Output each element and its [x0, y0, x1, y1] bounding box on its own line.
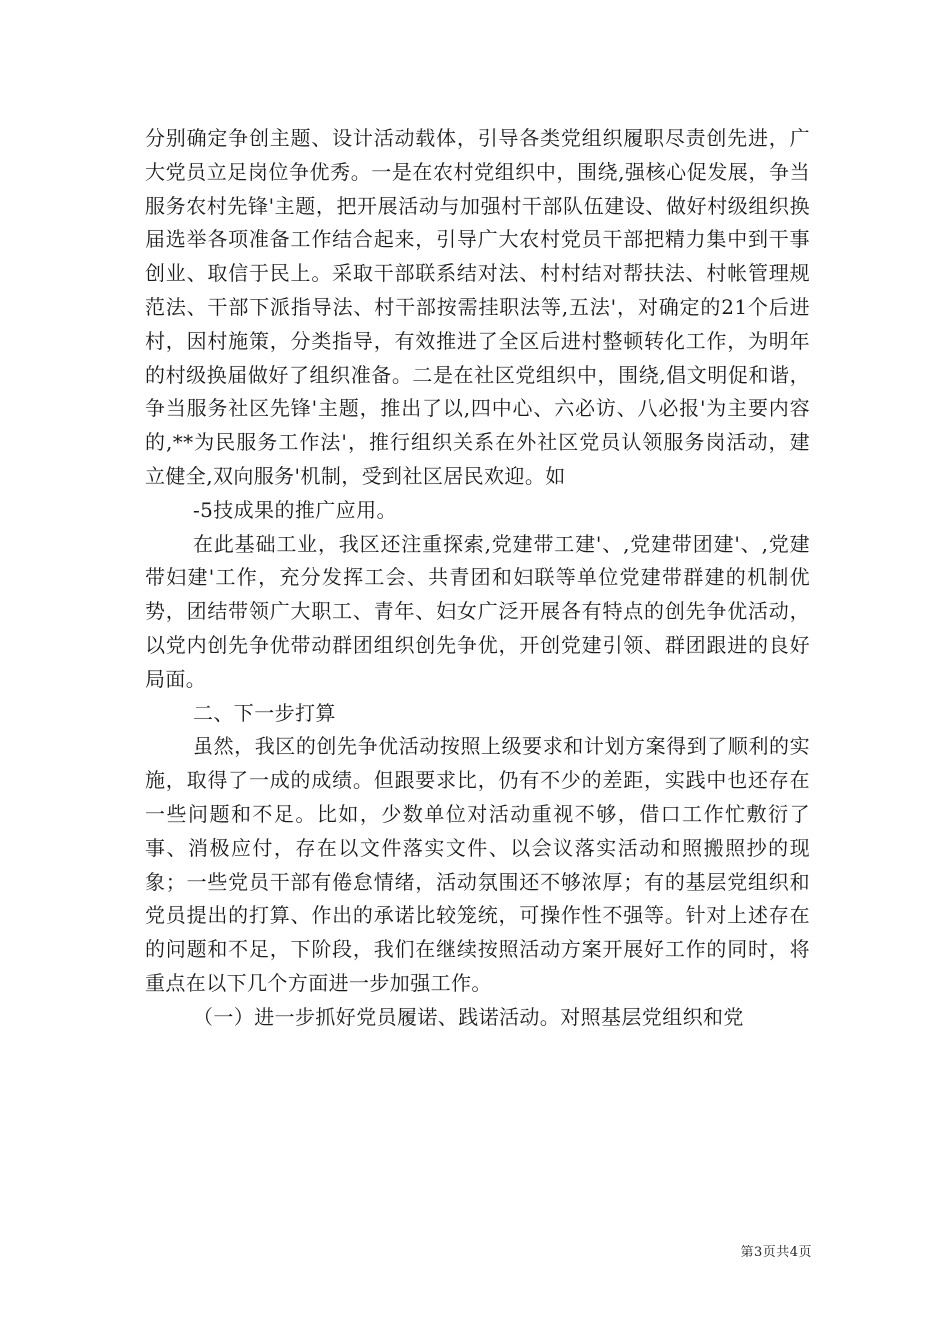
paragraph-mass-organizations: 在此基础工业，我区还注重探索,党建带工建'、,党建带团建'、,党建带妇建'工作，充分发挥工会、共青团和妇联等单位党建带群建的机制优势，团结带领广大职工、青年、妇女广泛开展各有特点的创先争优活动，以党内创先争优带动群团组织创先争优，开创党建引领、群团跟进的良好局面。 — [145, 531, 810, 691]
paragraph-party-organizations: 分别确定争创主题、设计活动载体，引导各类党组织履职尽责创先进，广大党员立足岗位争优秀。一是在农村党组织中，围绕,强核心促发展，争当服务农村先锋'主题，把开展活动与加强村干部队伍建设、做好村级组织换届选举各项准备工作结合起来，引导广大农村党员干部把精力集中到干事创业、取信于民上。采取干部联系结对法、村村结对帮扶法、村帐管理规范法、干部下派指导法、村干部按需挂职法等,五法'，对确定的21个后进村，因村施策，分类指导，有效推进了全区后进村整顿转化工作，为明年的村级换届做好了组织准备。二是在社区党组织中，围绕,倡文明促和谐，争当服务社区先锋'主题，推出了以,四中心、六必访、八必报'为主要内容的,**为民服务工作法'，推行组织关系在外社区党员认领服务岗活动，建立健全,双向服务'机制，受到社区居民欢迎。如 — [145, 126, 810, 488]
paragraph-item-one: （一）进一步抓好党员履诺、践诺活动。对照基层党组织和党 — [193, 1004, 744, 1029]
paragraph-problems: 虽然，我区的创先争优活动按照上级要求和计划方案得到了顺利的实施，取得了一成的成绩。但跟要求比，仍有不少的差距，实践中也还存在一些问题和不足。比如，少数单位对活动重视不够，借口工作忙敷衍了事、消极应付，存在以文件落实文件、以会议落实活动和照搬照抄的现象；一些党员干部有倦怠情绪，活动氛围还不够浓厚；有的基层党组织和党员提出的打算、作出的承诺比较笼统，可操作性不强等。针对上述存在的问题和不足，下阶段，我们在继续按照活动方案开展好工作的同时，将重点在以下几个方面进一步加强工作。 — [145, 734, 810, 995]
document-body — [145, 122, 810, 1035]
page-number: 第3页共4页 — [740, 1245, 812, 1260]
paragraph-tech-promotion: -5技成果的推广应用。 — [193, 497, 397, 522]
section-heading-next-steps: 二、下一步打算 — [193, 700, 336, 725]
